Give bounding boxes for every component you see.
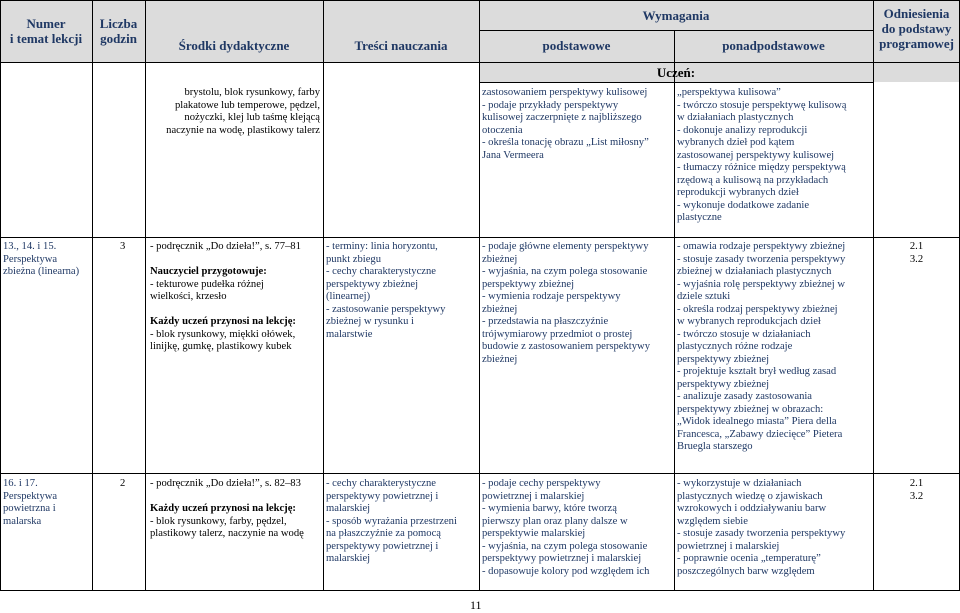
column-border	[0, 0, 1, 590]
page-number: 11	[470, 598, 482, 612]
row2-temat: 16. i 17. Perspektywa powietrzna i malarska	[3, 478, 58, 527]
header-ponadpodstawowe: ponadpodstawowe	[722, 38, 825, 53]
header-liczba-godzin: Liczba godzin	[99, 16, 138, 46]
row-border	[0, 473, 960, 474]
row0-ponadpodstawowe: „perspektywa kulisowa” - twórczo stosuje perspektywę kulisową w działaniach plastycznych - dokonuje analizy reprodukcji wybranych dzieł pod kątem zastosowanej perspektywy kulisowej - tłumaczy różnice między perspektywą rzędową a kulisową na przykładach reprodukcji wybranych dzieł - wykonuje dodatkowe zadanie plastyczne	[677, 87, 847, 223]
header-wymagania: Wymagania	[642, 8, 710, 23]
row1-ponadpodstawowe: - omawia rodzaje perspektywy zbieżnej - stosuje zasady tworzenia perspektywy zbieżnej w działaniach plastycznych - wyjaśnia rolę perspektywy zbieżnej w dziele sztuki - określa rodzaj perspektywy zbieżnej w wybranych reprodukcjach dzieł - twórczo stosuje w działaniach plastycznych różne rodzaje perspektywy zbieżnej - projektuje kształt brył według zasad perspektywy zbieżnej - analizuje zasady zastosowania perspektywy zbieżnej w obrazach: „Widok idealnego miasta” Piera della Francesca, „Zabawy dziecięce” Pietera Bruegla starszego	[677, 241, 846, 452]
row-border	[0, 62, 960, 63]
row-border	[0, 237, 960, 238]
header-odniesienia: Odniesienia do podstawy programowej	[879, 6, 954, 51]
row2-tresci: - cechy charakterystyczne perspektywy powietrznej i malarskiej - sposób wyrażania przestrzeni na płaszczyźnie za pomocą perspektywy powietrznej i malarskiej	[326, 478, 457, 564]
row1-temat: 13., 14. i 15. Perspektywa zbieżna (linearna)	[3, 241, 80, 277]
column-border	[145, 0, 146, 590]
row1-tresci: - terminy: linia horyzontu, punkt zbiegu - cechy charakterystyczne perspektywy zbieżnej (linearnej) - zastosowanie perspektywy zbieżnej w rysunku i malarstwie	[326, 241, 446, 340]
row2-ponadpodstawowe: - wykorzystuje w działaniach plastycznych wiedzę o zjawiskach wzrokowych i oddziaływaniu barw względem siebie - stosuje zasady tworzenia perspektywy powietrznej i malarskiej - poprawnie ocenia „temperaturę” poszczególnych barw względem	[677, 478, 846, 577]
row-border	[479, 82, 873, 83]
row2-odniesienia: 2.1 3.2	[909, 478, 924, 502]
row1-podstawowe: - podaje główne elementy perspektywy zbieżnej - wyjaśnia, na czym polega stosowanie perspektywy zbieżnej - wymienia rodzaje perspektywy zbieżnej - przedstawia na płaszczyźnie trójwymiarowy przedmiot o prostej budowie z zastosowaniem perspektywy zbieżnej	[482, 241, 650, 365]
header-tresci: Treści nauczania	[354, 38, 448, 53]
row-border	[0, 590, 960, 591]
header-numer: Numer i temat lekcji	[9, 16, 83, 46]
row1-godziny: 3	[120, 241, 126, 252]
row2-podstawowe: - podaje cechy perspektywy powietrznej i malarskiej - wymienia barwy, które tworzą pierwszy plan oraz plany dalsze w perspektywie malarskiej - wyjaśnia, na czym polega stosowanie perspektywy powietrznej i malarskiej - dopasowuje kolory pod względem ich	[482, 478, 650, 577]
column-border	[92, 0, 93, 590]
row0-srodki: brystolu, blok rysunkowy, farby plakatowe lub temperowe, pędzel, nożyczki, klej lub taśmę klejącą naczynie na wodę, plastikowy talerz	[166, 87, 320, 136]
column-border	[323, 0, 324, 590]
column-border	[674, 30, 675, 590]
row-border	[0, 0, 960, 1]
row1-srodki: - podręcznik „Do dzieła!”, s. 77‒81 Nauczyciel przygotowuje: - tekturowe pudełka różnej wielkości, krzesło Każdy uczeń przynosi na lekcję: - blok rysunkowy, miękki ołówek, linijkę, gumkę, plastikowy kubek	[150, 241, 301, 352]
row0-podstawowe: zastosowaniem perspektywy kulisowej - podaje przykłady perspektywy kulisowej zaczerpnięte z najbliższego otoczenia - określa tonację obrazu „List miłosny” Jana Vermeera	[482, 87, 649, 161]
row2-godziny: 2	[120, 478, 126, 489]
header-podstawowe: podstawowe	[542, 38, 611, 53]
column-border	[479, 0, 480, 590]
header-srodki: Środki dydaktyczne	[178, 38, 290, 53]
header-uczen: Uczeń:	[656, 65, 696, 80]
row2-srodki: - podręcznik „Do dzieła!”, s. 82‒83 Każdy uczeń przynosi na lekcję: - blok rysunkowy, farby, pędzel, plastikowy talerz, naczynie na wodę	[150, 478, 304, 539]
row-border	[479, 30, 873, 31]
row1-odniesienia: 2.1 3.2	[909, 241, 924, 265]
